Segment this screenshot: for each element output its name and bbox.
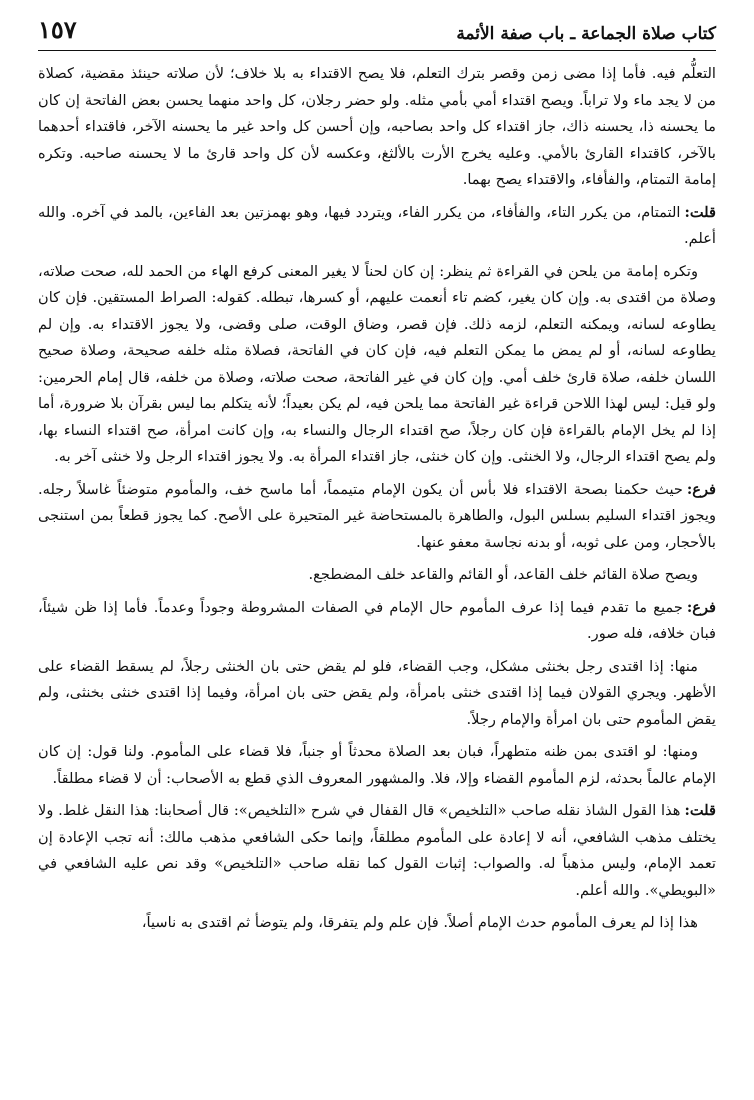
paragraph-7-text: منها: إذا اقتدى رجل بخنثى مشكل، وجب القضاء، فلو لم يقض حتى بان الخنثى رجلاً، لم يسقط القضاء على الأظهر. ويجري القولان فيما إذا اقتدى خنثى بامرأة، ولم يقض حتى بان امرأة، وفيما إذا اقتدى خنثى بخنثى، ولم يقض المأموم حتى بان امرأة والإمام رجلاً. bbox=[38, 657, 716, 728]
paragraph-1 bbox=[38, 61, 716, 194]
page-body bbox=[38, 61, 716, 937]
paragraph-10 bbox=[38, 910, 716, 937]
paragraph-5 bbox=[38, 562, 716, 589]
paragraph-1-text: التعلُّم فيه. فأما إذا مضى زمن وقصر بترك التعلم، فلا يصح الاقتداء به بلا خلاف؛ لأن صلاته حينئذ مقضية، كصلاة من لا يجد ماء ولا تراباً. ويصح اقتداء أمي بأمي مثله. ولو حضر رجلان، كل واحد منهما يحسن بعض الفاتحة إن كان ما يحسنه ذا، يحسنه ذاك، جاز اقتداء كل واحد بصاحبه، وإن أحسن كل واحد غير ما يحسنه الآخر، فاقتداء أحدهما بالآخر، كاقتداء القارئ بالأمي. وعليه يخرج الأرت بالألثغ، وعكسه لأن كل واحد قارئ ما لا يحسنه صاحبه. وتكره إمامة التمتام، والفأفاء، والاقتداء يصح بهما. bbox=[38, 65, 716, 188]
page-header bbox=[38, 0, 716, 50]
paragraph-2-text: التمتام، من يكرر التاء، والفأفاء، من يكرر الفاء، ويتردد فيها، وهو بهمزتين بعد الفاءين، بالمد في آخره. والله أعلم. bbox=[38, 203, 716, 247]
paragraph-8 bbox=[38, 739, 716, 792]
far-label: فرع: bbox=[686, 480, 716, 498]
paragraph-2 bbox=[38, 200, 716, 253]
paragraph-5-text: ويصح صلاة القائم خلف القاعد، أو القائم والقاعد خلف المضطجع. bbox=[308, 566, 698, 583]
far-label: فرع: bbox=[686, 598, 716, 616]
running-title: كتاب صلاة الجماعة ـ باب صفة الأئمة bbox=[456, 24, 716, 44]
paragraph-6 bbox=[38, 595, 716, 648]
qultu-label: قلت: bbox=[684, 802, 716, 819]
header-rule bbox=[38, 50, 716, 51]
paragraph-4 bbox=[38, 477, 716, 557]
paragraph-6-text: جميع ما تقدم فيما إذا عرف المأموم حال الإمام في الصفات المشروطة وجوداً وعدماً. فأما إذا ظن شيئاً، فبان خلافه، فله صور. bbox=[38, 598, 716, 642]
paragraph-3-text: وتكره إمامة من يلحن في القراءة ثم ينظر: إن كان لحناً لا يغير المعنى كرفع الهاء من الحمد لله، صحت صلاته، وصلاة من اقتدى به. وإن كان يغير، كضم تاء أنعمت عليهم، أو كسرها، تبطله. كقوله: الصراط المستقين. فإن كان يطاوعه لسانه، ويمكنه التعلم، لزمه ذلك. فإن قصر، وضاق الوقت، صلى وقضى، ولا يجوز الاقتداء به. وإن لم يطاوعه لسانه، أو لم يمض ما يمكن التعلم فيه، فإن كان في الفاتحة، فصلاة مثله خلفه صحيحة، وصلاة صحيح اللسان خلفه، صلاة قارئ خلف أمي. وإن كان في غير الفاتحة، صحت صلاته، وصلاة من خلفه، قال إمام الحرمين: ولو قيل: ليس لهذا اللاحن قراءة غير الفاتحة مما يلحن فيه، لم يكن بعيداً؛ لأنه يتكلم بما ليس بقرآن بلا ضرورة، أما إذا لم يخل الإمام بالقراءة فإن كان رجلاً، صح اقتداء الرجال والنساء به، وإن كانت امرأة، صح اقتداء النساء بها، ولم يصح اقتداء الرجال، ولا الخنثى. وإن كان خنثى، جاز اقتداء المرأة به. ولا يجوز اقتداء الرجل ولا خنثى آخر به. bbox=[38, 262, 716, 465]
qultu-label: قلت: bbox=[684, 203, 716, 221]
page-number: ١٥٧ bbox=[38, 15, 77, 44]
paragraph-8-text: ومنها: لو اقتدى بمن ظنه متطهراً، فبان بعد الصلاة محدثاً أو جنباً، فلا قضاء على المأموم. ولنا قول: إن كان الإمام عالماً بحدثه، لزم المأموم القضاء وإلا، فلا. والمشهور المعروف الذي قطع به الأصحاب: أن لا قضاء مطلقاً. bbox=[38, 743, 716, 787]
paragraph-9-text: هذا القول الشاذ نقله صاحب «التلخيص» قال القفال في شرح «التلخيص»: قال أصحابنا: هذا النقل غلط. ولا يختلف مذهب الشافعي، أنه لا إعادة على المأموم مطلقاً، وإنما حكى الشافعي مذهب مالك: أنه تجب الإعادة إن تعمد الإمام، وليس مذهباً له. والصواب: إثبات القول كما نقله صاحب «التلخيص» وقد نص عليه الشافعي في «البويطي». والله أعلم. bbox=[38, 802, 716, 899]
paragraph-4-text: حيث حكمنا بصحة الاقتداء فلا بأس أن يكون الإمام متيمماً، أما ماسح خف، والمأموم متوضئاً غاسلاً رجله. ويجوز اقتداء السليم بسلس البول، والطاهرة بالمستحاضة غير المتحيرة على الأصح. كما يجوز قطعاً بمن استنجى بالأحجار، ومن على ثوبه، أو بدنه نجاسة معفو عنها. bbox=[38, 480, 716, 551]
paragraph-7 bbox=[38, 654, 716, 734]
paragraph-3 bbox=[38, 259, 716, 471]
paragraph-10-text: هذا إذا لم يعرف المأموم حدث الإمام أصلاً. فإن علم ولم يتفرقا، ولم يتوضأ ثم اقتدى به ناسياً، bbox=[141, 914, 698, 931]
paragraph-9 bbox=[38, 798, 716, 904]
